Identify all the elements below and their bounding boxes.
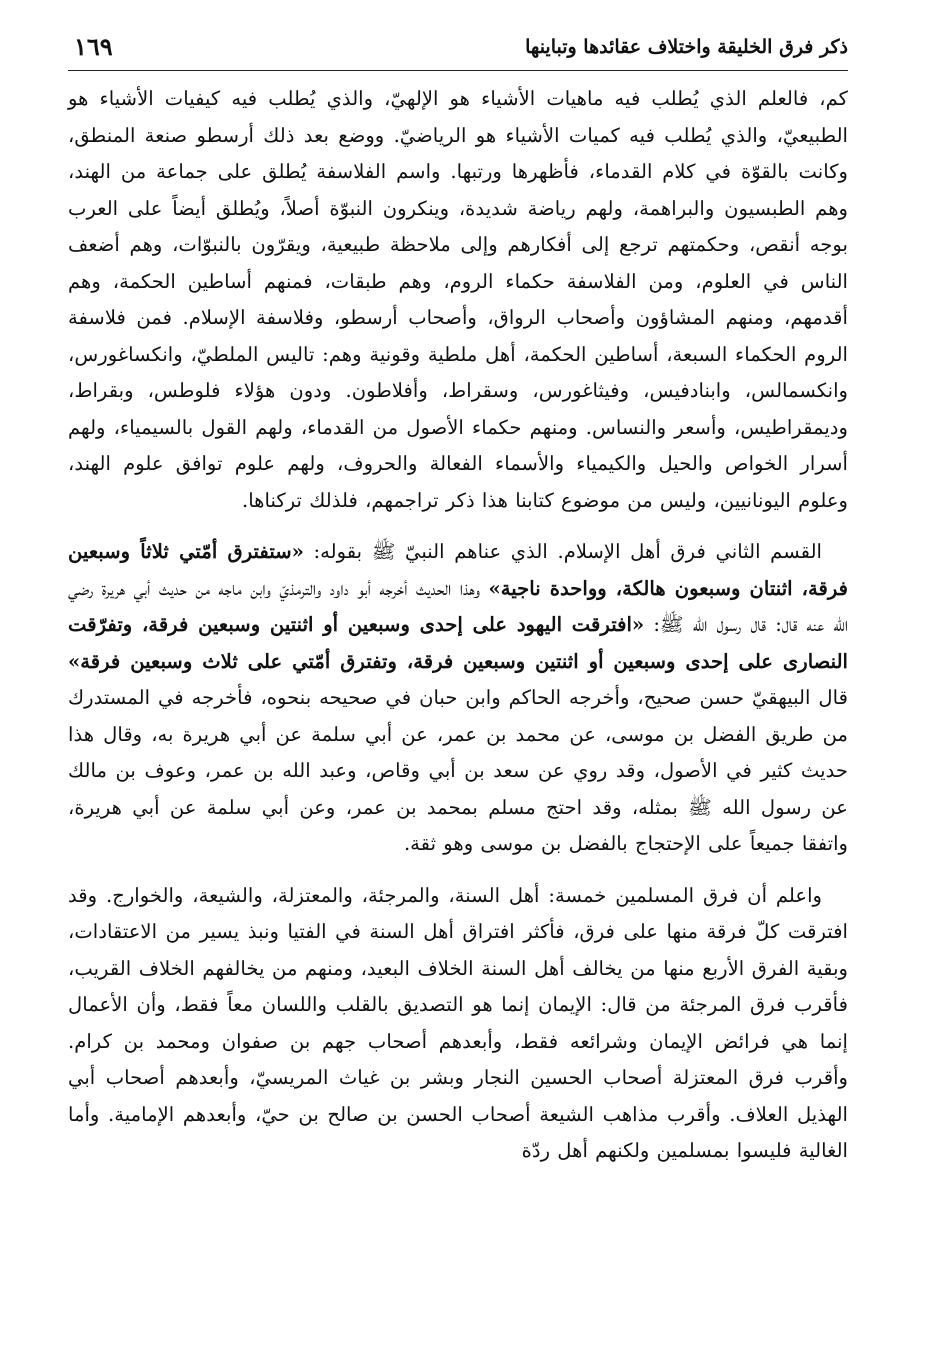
paragraph-text: وهذا الحديث أخرجه أبو داود والترمذيّ وابن ماجه من حديث أبي هريرة رضي الله عنه قال: قال رسول الله ﷺ:	[68, 576, 848, 636]
hadith-quote: «ستفترق أمّتي ثلاثاً وسبعين فرقة، اثنتان وسبعون هالكة، وواحدة ناجية»	[68, 540, 848, 600]
paragraph-philosophers: كم، فالعلم الذي يُطلب فيه ماهيات الأشياء هو الإلهيّ، والذي يُطلب فيه كيفيات الأشياء هو الطبيعيّ، والذي يُطلب فيه كميات الأشياء هو الرياضيّ. ووضع بعد ذلك أرسطو صنعة المنطق، وكانت بالقوّة في كلام القدماء، فأظهرها ورتبها. واسم الفلاسفة يُطلق على جماعة من الهند، وهم الطبسيون والبراهمة، ولهم رياضة شديدة، وينكرون النبوّة أصلاً، ويُطلق أيضاً على العرب بوجه أنقص، وحكمتهم ترجع إلى أفكارهم وإلى ملاحظة طبيعية، ويقرّون بالنبوّات، وهم أضعف الناس في العلوم، ومن الفلاسفة حكماء الروم، وهم طبقات، فمنهم أساطين الحكمة، وهم أقدمهم، ومنهم المشاؤون وأصحاب الرواق، وأصحاب أرسطو، وفلاسفة الإسلام. فمن فلاسفة الروم الحكماء السبعة، أساطين الحكمة، أهل ملطية وقونية وهم: تاليس الملطيّ، وانكساغورس، وانكسمالس، وابنادفيس، وفيثاغورس، وسقراط، وأفلاطون. ودون هؤلاء فلوطس، وبقراط، وديمقراطيس، وأسعر والنساس. ومنهم حكماء الأصول من القدماء، ولهم القول بالسيمياء، ولهم أسرار الخواص والحيل والكيمياء والأسماء الفعالة والحروف، ولهم علوم توافق علوم الهند، وعلوم اليونانيين، وليس من موضوع كتابنا هذا ذكر تراجمهم، فلذلك تركناها.	[68, 87, 848, 512]
paragraph-text: قال البيهقيّ حسن صحيح، وأخرجه الحاكم وابن حبان في صحيحه بنحوه، فأخرجه في المستدرك من طريق الفضل بن موسى، عن محمد بن عمر، عن أبي سلمة عن أبي هريرة به، وقال هذا حديث كثير في الأصول، وقد روي عن سعد بن أبي وقاص، وعبد الله بن عمر، وعوف بن مالك عن رسول الله ﷺ بمثله، وقد احتج مسلم بمحمد بن عمر، وعن أبي سلمة عن أبي هريرة، واتفقا جميعاً على الإحتجاج بالفضل بن موسى وهو ثقة.	[68, 686, 848, 855]
page-number: ١٦٩	[74, 32, 113, 61]
running-title: ذكر فرق الخليقة واختلاف عقائدها وتباينها	[525, 36, 848, 58]
paragraph-gap	[68, 519, 848, 534]
paragraph-gap	[68, 863, 848, 878]
hadith-quote: «افترقت اليهود على إحدى وسبعين أو اثنتين وسبعين فرقة، وتفرّقت النصارى على إحدى وسبعين أو اثنتين وسبعين فرقة، وتفترق أمّتي على ثلاث وسبعين فرقة»	[68, 613, 848, 673]
paragraph-islamic-sects	[68, 534, 848, 863]
book-page	[68, 30, 848, 1340]
page-body	[68, 81, 848, 1170]
page-header	[68, 30, 848, 71]
paragraph-text: القسم الثاني فرق أهل الإسلام. الذي عناهم النبيّ ﷺ بقوله:	[303, 540, 822, 563]
paragraph-muslim-sects: واعلم أن فرق المسلمين خمسة: أهل السنة، والمرجئة، والمعتزلة، والشيعة، والخوارج. وقد افترقت كلّ فرقة منها على فرق، فأكثر افتراق أهل السنة في الفتيا ونبذ يسير من الاعتقادات، وبقية الفرق الأربع منها من يخالف أهل السنة الخلاف البعيد، ومنهم من يخالفهم الخلاف القريب، فأقرب فرق المرجئة من قال: الإيمان إنما هو التصديق بالقلب واللسان معاً فقط، وأن الأعمال إنما هي فرائض الإيمان وشرائعه فقط، وأبعدهم أصحاب جهم بن صفوان ومحمد بن كرام. وأقرب فرق المعتزلة أصحاب الحسين النجار وبشر بن غياث المريسيّ، وأبعدهم أصحاب أبي الهذيل العلاف. وأقرب مذاهب الشيعة أصحاب الحسن بن صالح بن حيّ، وأبعدهم الإمامية. وأما الغالية فليسوا بمسلمين ولكنهم أهل ردّة	[68, 883, 848, 1162]
